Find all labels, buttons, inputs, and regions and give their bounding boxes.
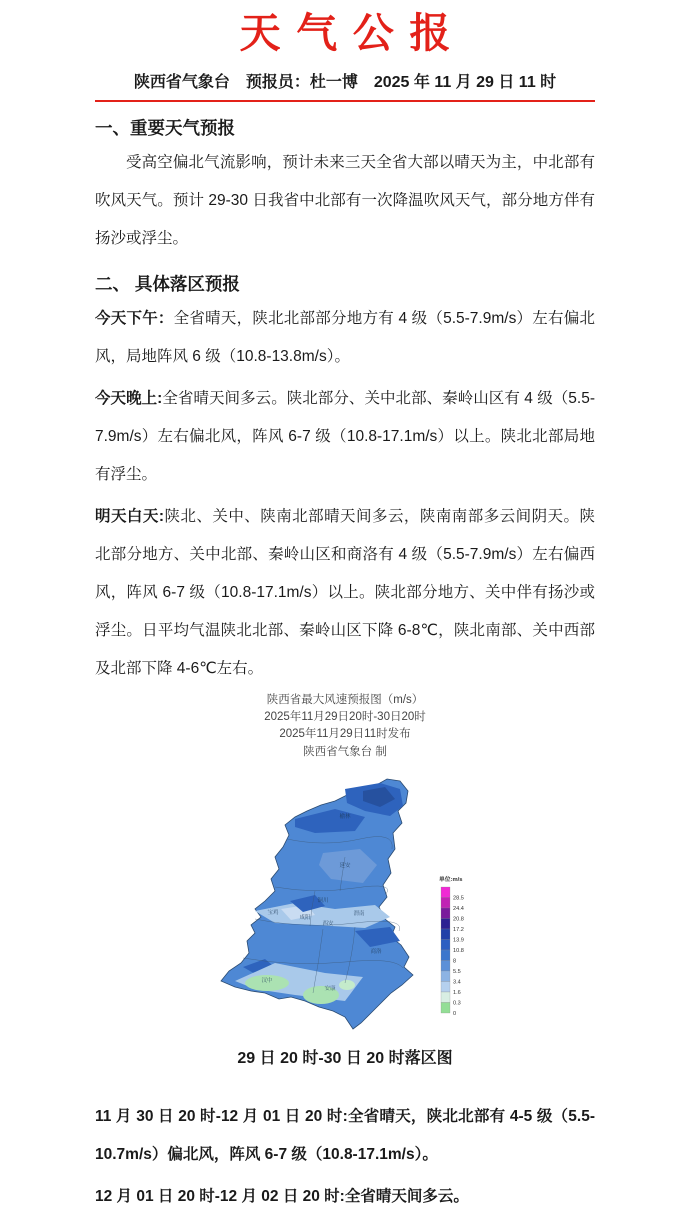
city-label: 商洛 xyxy=(370,948,382,955)
map-title-line: 2025年11月29日11时发布 xyxy=(279,728,411,741)
legend-swatch xyxy=(441,1002,450,1013)
legend-value: 17.2 xyxy=(453,926,464,933)
map-title-line: 陕西省最大风速预报图（m/s） xyxy=(266,693,424,706)
forecast-tomorrow xyxy=(95,498,595,688)
city-label: 西安 xyxy=(322,920,334,927)
map-title xyxy=(95,692,595,761)
legend-swatches xyxy=(441,887,464,1017)
legend-swatch xyxy=(441,971,450,982)
paragraph-text: 全省晴天间多云。陕北部分、关中北部、秦岭山区有 4 级（5.5-7.9m/s）左右偏北风，阵风 6-7 级（10.8-17.1m/s）以上。陕北北部局地有浮尘。 xyxy=(95,390,595,484)
legend-value: 28.5 xyxy=(453,895,464,902)
legend-swatch xyxy=(441,981,450,992)
legend-swatch xyxy=(441,918,450,929)
legend-swatch xyxy=(441,887,450,898)
legend-swatch xyxy=(441,992,450,1003)
paragraph-text: 全省晴天，陕北北部部分地方有 4 级（5.5-7.9m/s）左右偏北风，局地阵风 6 级（10.8-13.8m/s）。 xyxy=(95,310,595,366)
map-legend xyxy=(439,875,464,1017)
legend-swatch xyxy=(441,939,450,950)
paragraph-text: 陕北、关中、陕南北部晴天间多云，陕南南部多云间阴天。陕北部分地方、关中北部、秦岭山区和商洛有 4 级（5.5-7.9m/s）左右偏西风，阵风 6-7 级（10.8-17.1m/s）以上。陕北部分地方、关中伴有扬沙或浮尘。日平均气温陕北北部、秦岭山区下降 6-8℃，陕北南部、关中西部及北部下降 4-6℃左右。 xyxy=(95,508,595,677)
legend-value: 8 xyxy=(453,958,457,965)
shaanxi-wind-map xyxy=(195,761,495,1043)
map-title-line: 陕西省气象台 制 xyxy=(303,745,387,758)
paragraph-label: 今天晚上: xyxy=(95,390,163,408)
wind-map-figure xyxy=(95,692,595,1043)
wind-zone-green-small xyxy=(339,980,355,990)
paragraph-text: 全省晴天，陕北北部有 4-5 级（5.5-10.7m/s）偏北风，阵风 6-7 级（10.8-17.1m/s）。 xyxy=(95,1107,595,1163)
forecast-dec01 xyxy=(95,1178,595,1216)
legend-value: 3.4 xyxy=(453,979,461,986)
city-label: 咸阳 xyxy=(299,914,311,921)
forecast-nov30 xyxy=(95,1098,595,1174)
legend-value: 24.4 xyxy=(453,905,464,912)
city-label: 安康 xyxy=(324,985,336,992)
city-label: 宝鸡 xyxy=(267,909,279,916)
paragraph-label: 11 月 30 日 20 时-12 月 01 日 20 时: xyxy=(95,1107,348,1125)
legend-value: 0 xyxy=(453,1010,457,1017)
legend-value: 13.9 xyxy=(453,937,464,944)
paragraph-text: 全省晴天间多云。 xyxy=(344,1187,469,1205)
city-label: 铜川 xyxy=(317,897,329,904)
paragraph-label: 12 月 01 日 20 时-12 月 02 日 20 时: xyxy=(95,1187,345,1205)
legend-swatch xyxy=(441,929,450,940)
section-2-heading: 二、 具体落区预报 xyxy=(95,274,240,295)
legend-swatch xyxy=(441,960,450,971)
page-title: 天气公报 xyxy=(239,10,466,56)
issuer-line: 陕西省气象台 预报员：杜一博 2025 年 11 月 29 日 11 时 xyxy=(95,69,595,102)
bulletin-page xyxy=(95,0,595,1216)
map-caption: 29 日 20 时-30 日 20 时落区图 xyxy=(237,1049,453,1067)
legend-value: 10.8 xyxy=(453,947,464,954)
paragraph-label: 今天下午： xyxy=(95,310,174,328)
city-label: 榆林 xyxy=(339,813,351,820)
forecast-today-afternoon xyxy=(95,300,595,376)
paragraph-label: 明天白天: xyxy=(95,508,165,525)
city-label: 渭南 xyxy=(353,910,365,917)
city-label: 延安 xyxy=(339,862,351,869)
city-label: 汉中 xyxy=(261,977,273,984)
legend-swatch xyxy=(441,950,450,961)
forecast-tonight xyxy=(95,380,595,494)
legend-swatch xyxy=(441,908,450,919)
legend-value: 0.3 xyxy=(453,1000,461,1007)
legend-swatch xyxy=(441,897,450,908)
section-1-heading: 一、重要天气预报 xyxy=(95,118,235,139)
section-1-paragraph: 受高空偏北气流影响，预计未来三天全省大部以晴天为主，中北部有吹风天气。预计 29-30 日我省中北部有一次降温吹风天气，部分地方伴有扬沙或浮尘。 xyxy=(95,154,595,248)
map-title-line: 2025年11月29日20时-30日20时 xyxy=(264,711,426,724)
legend-value: 5.5 xyxy=(453,968,461,975)
legend-value: 20.8 xyxy=(453,916,464,923)
legend-header: 单位:m/s xyxy=(439,876,463,883)
legend-value: 1.6 xyxy=(453,989,461,996)
